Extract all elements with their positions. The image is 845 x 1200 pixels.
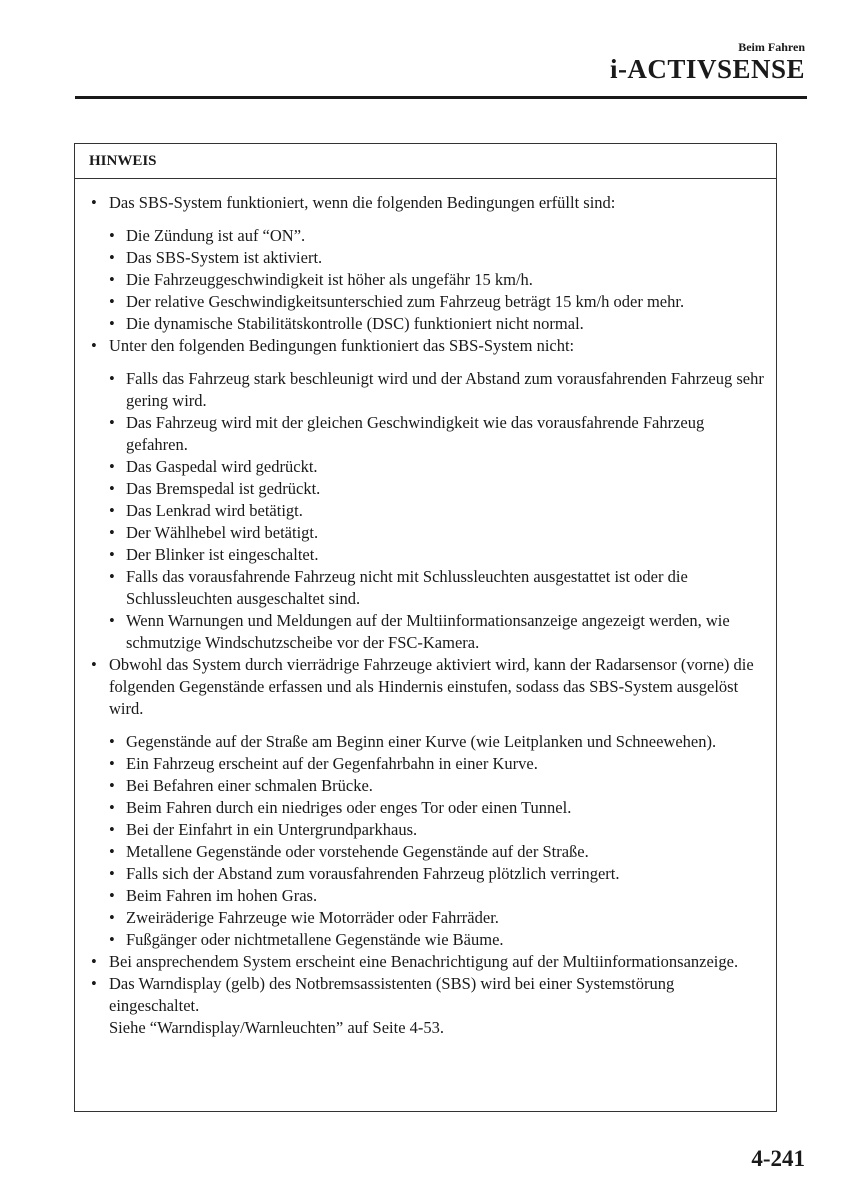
list-item bbox=[75, 731, 776, 753]
bullet: • bbox=[109, 292, 115, 311]
list-item-text: Falls das Fahrzeug stark beschleunigt wird und der Abstand zum vorausfahrenden Fahrzeug sehr gering wird. bbox=[126, 369, 764, 410]
bullet: • bbox=[91, 193, 97, 212]
note-body bbox=[75, 179, 776, 1039]
bullet: • bbox=[109, 545, 115, 564]
list-item-text: Das Fahrzeug wird mit der gleichen Geschwindigkeit wie das vorausfahrende Fahrzeug gefahren. bbox=[126, 413, 705, 454]
note-point-text: Bei ansprechendem System erscheint eine Benachrichtigung auf der Multiinformationsanzeige. bbox=[109, 952, 739, 971]
bullet: • bbox=[109, 732, 115, 751]
list-item-text: Die Zündung ist auf “ON”. bbox=[126, 226, 306, 245]
bullet: • bbox=[109, 611, 115, 630]
list-item bbox=[75, 907, 776, 929]
bullet: • bbox=[109, 567, 115, 586]
bullet: • bbox=[109, 930, 115, 949]
list-item-text: Das Gaspedal wird gedrückt. bbox=[126, 457, 318, 476]
bullet: • bbox=[109, 314, 115, 333]
page-number: 4-241 bbox=[751, 1146, 805, 1171]
list-item-text: Das SBS-System ist aktiviert. bbox=[126, 248, 323, 267]
bullet: • bbox=[109, 479, 115, 498]
list-item bbox=[75, 544, 776, 566]
bullet: • bbox=[109, 864, 115, 883]
bullet: • bbox=[109, 820, 115, 839]
note-heading: HINWEIS bbox=[75, 144, 776, 179]
list-item-text: Falls sich der Abstand zum vorausfahrenden Fahrzeug plötzlich verringert. bbox=[126, 864, 620, 883]
cross-reference: Siehe “Warndisplay/Warnleuchten” auf Seite 4-53. bbox=[109, 1018, 445, 1037]
list-item bbox=[75, 456, 776, 478]
list-item-text: Der Blinker ist eingeschaltet. bbox=[126, 545, 319, 564]
note-point-text: Das Warndisplay (gelb) des Notbremsassistenten (SBS) wird bei einer Systemstörung eingeschaltet. bbox=[109, 974, 675, 1015]
list-item bbox=[75, 819, 776, 841]
list-item bbox=[75, 797, 776, 819]
list-item-text: Bei der Einfahrt in ein Untergrundparkhaus. bbox=[126, 820, 418, 839]
list-item-text: Zweiräderige Fahrzeuge wie Motorräder oder Fahrräder. bbox=[126, 908, 499, 927]
note-point-conditions-active bbox=[75, 192, 776, 214]
list-item-text: Gegenstände auf der Straße am Beginn einer Kurve (wie Leitplanken und Schneewehen). bbox=[126, 732, 717, 751]
bullet: • bbox=[109, 457, 115, 476]
list-item bbox=[75, 929, 776, 951]
bullet: • bbox=[109, 798, 115, 817]
bullet: • bbox=[91, 336, 97, 355]
sub-list-conditions-active bbox=[75, 225, 776, 335]
list-item-text: Wenn Warnungen und Meldungen auf der Multiinformationsanzeige angezeigt werden, wie schmutzige Windschutzscheibe vor der FSC-Kamera. bbox=[126, 611, 730, 652]
bullet: • bbox=[109, 908, 115, 927]
list-item bbox=[75, 313, 776, 335]
list-item bbox=[75, 753, 776, 775]
bullet: • bbox=[91, 655, 97, 674]
list-item bbox=[75, 841, 776, 863]
list-item bbox=[75, 500, 776, 522]
sub-list-conditions-inactive bbox=[75, 368, 776, 654]
list-item-text: Das Lenkrad wird betätigt. bbox=[126, 501, 303, 520]
bullet: • bbox=[109, 270, 115, 289]
note-point-notification bbox=[75, 951, 776, 973]
bullet: • bbox=[109, 501, 115, 520]
bullet: • bbox=[91, 974, 97, 993]
list-item-text: Der relative Geschwindigkeitsunterschied zum Fahrzeug beträgt 15 km/h oder mehr. bbox=[126, 292, 685, 311]
bullet: • bbox=[109, 523, 115, 542]
bullet: • bbox=[109, 842, 115, 861]
list-item bbox=[75, 225, 776, 247]
list-item bbox=[75, 269, 776, 291]
list-item-text: Beim Fahren im hohen Gras. bbox=[126, 886, 318, 905]
list-item-text: Falls das vorausfahrende Fahrzeug nicht mit Schlussleuchten ausgestattet ist oder die Schlussleuchten ausgeschaltet sind. bbox=[126, 567, 688, 608]
list-item-text: Metallene Gegenstände oder vorstehende Gegenstände auf der Straße. bbox=[126, 842, 589, 861]
bullet: • bbox=[109, 248, 115, 267]
list-item bbox=[75, 863, 776, 885]
note-point-text: Das SBS-System funktioniert, wenn die folgenden Bedingungen erfüllt sind: bbox=[109, 193, 616, 212]
list-item bbox=[75, 610, 776, 654]
header-rule bbox=[75, 96, 807, 99]
bullet: • bbox=[109, 369, 115, 388]
list-item bbox=[75, 247, 776, 269]
sub-list-false-triggers bbox=[75, 731, 776, 951]
list-item-text: Der Wählhebel wird betätigt. bbox=[126, 523, 319, 542]
note-point-warning-display bbox=[75, 973, 776, 1017]
list-item bbox=[75, 368, 776, 412]
list-item bbox=[75, 885, 776, 907]
page-title: i-ACTIVSENSE bbox=[609, 54, 805, 84]
list-item-text: Fußgänger oder nichtmetallene Gegenstände wie Bäume. bbox=[126, 930, 504, 949]
note-point-text: Unter den folgenden Bedingungen funktioniert das SBS-System nicht: bbox=[109, 336, 575, 355]
note-point-false-triggers bbox=[75, 654, 776, 720]
note-point-conditions-inactive bbox=[75, 335, 776, 357]
list-item-text: Die Fahrzeuggeschwindigkeit ist höher als ungefähr 15 km/h. bbox=[126, 270, 533, 289]
bullet: • bbox=[109, 754, 115, 773]
list-item-text: Bei Befahren einer schmalen Brücke. bbox=[126, 776, 373, 795]
list-item-text: Ein Fahrzeug erscheint auf der Gegenfahrbahn in einer Kurve. bbox=[126, 754, 538, 773]
list-item bbox=[75, 775, 776, 797]
list-item bbox=[75, 566, 776, 610]
header-section-label: Beim Fahren bbox=[738, 40, 805, 54]
bullet: • bbox=[91, 952, 97, 971]
bullet: • bbox=[109, 776, 115, 795]
list-item-text: Das Bremspedal ist gedrückt. bbox=[126, 479, 321, 498]
list-item-text: Die dynamische Stabilitätskontrolle (DSC) funktioniert nicht normal. bbox=[126, 314, 584, 333]
note-point-text: Obwohl das System durch vierrädrige Fahrzeuge aktiviert wird, kann der Radarsensor (vorne) die folgenden Gegenstände erfassen und als Hindernis einstufen, sodass das SBS-System ausgelöst wird. bbox=[109, 655, 754, 718]
list-item bbox=[75, 291, 776, 313]
list-item bbox=[75, 478, 776, 500]
list-item bbox=[75, 412, 776, 456]
bullet: • bbox=[109, 413, 115, 432]
bullet: • bbox=[109, 886, 115, 905]
note-box bbox=[74, 143, 777, 1112]
list-item-text: Beim Fahren durch ein niedriges oder enges Tor oder einen Tunnel. bbox=[126, 798, 572, 817]
bullet: • bbox=[109, 226, 115, 245]
list-item bbox=[75, 522, 776, 544]
